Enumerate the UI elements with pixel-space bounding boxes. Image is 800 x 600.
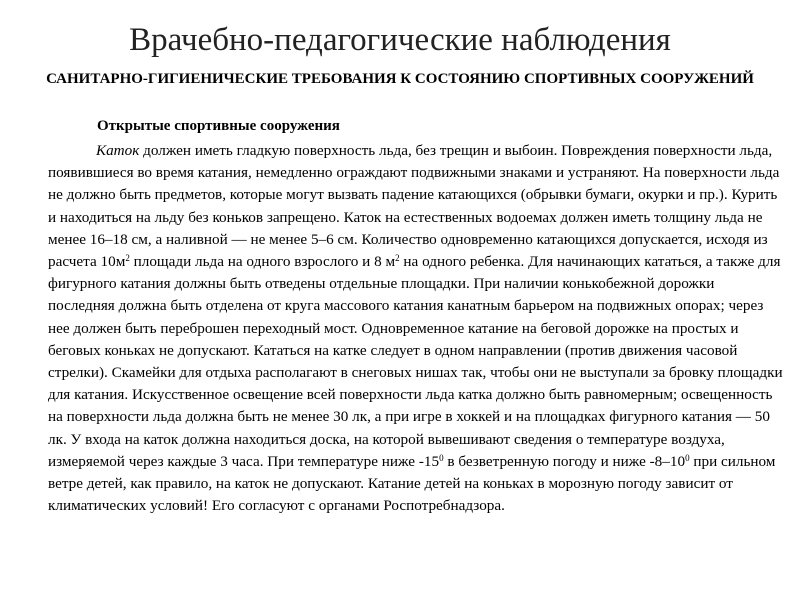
slide-subtitle: САНИТАРНО-ГИГИЕНИЧЕСКИЕ ТРЕБОВАНИЯ К СОСТОЯНИЮ СПОРТИВНЫХ СООРУЖЕНИЙ [46,71,754,87]
paragraph-text-4: в безветренную погоду и ниже -8–10 [443,452,686,470]
slide-title: Врачебно-педагогические наблюдения [129,22,671,58]
body-paragraph [48,140,784,517]
paragraph-text-1: должен иметь гладкую поверхность льда, без трещин и выбоин. Повреждения поверхности льда, появившиеся во время катания, немедленно ограждают подвижными знаками и устраняют. На поверхности льда не должно быть предметов, которые могут вызвать падение катающихся (обрывки бумаги, окурки и пр.). Курить и находиться на льду без коньков запрещено. Каток на естественных водоемах должен иметь толщину льда не менее 16–18 см, а наливной — не менее 5–6 см. Количество одновременно катающихся допускается, исходя из расчета 10м [48,142,780,271]
superscript-4: 0 [685,452,690,463]
superscript-1: 2 [125,253,130,264]
paragraph-text-3: на одного ребенка. Для начинающих кататься, а также для фигурного катания должны быть отведены отдельные площадки. При наличии конькобежной дорожки последняя должна быть отделена от круга массового катания канатным барьером на подвижных опорах; через нее должен быть переброшен переходный мост. Одновременное катание на беговой дорожке на простых и беговых коньках не допускают. Кататься на катке следует в одном направлении (против движения часовой стрелки). Скамейки для отдыха располагают в снеговых нишах так, чтобы они не выступали за бровку площадки для катания. Искусственное освещение всей поверхности льда катка должно быть равномерным; освещенность на поверхности льда должна быть не менее 30 лк, а при игре в хоккей и на площадках фигурного катания — 50 лк. У входа на каток должна находиться доска, на которой вывешивают сведения о температуре воздуха, измеряемой через каждые 3 часа. При температуре ниже -15 [48,253,783,470]
paragraph-text-5: при сильном ветре детей, как правило, на каток не допускают. Катание детей на коньках в морозную погоду зависит от климатических условий! Его согласуют с органами Роспотребнадзора. [48,452,776,515]
paragraph-text-2: площади льда на одного взрослого и 8 м [129,253,396,271]
lead-word: Каток [96,142,140,159]
section-heading: Открытые спортивные сооружения [97,118,340,134]
superscript-3: 0 [439,452,444,463]
superscript-2: 2 [395,253,400,264]
